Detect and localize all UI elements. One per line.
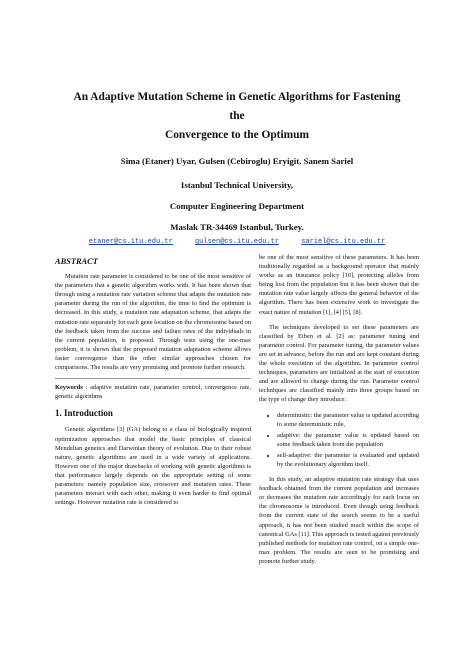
keywords-text: : adaptive mutation rate, parameter control, convergence rate, genetic algorithms bbox=[55, 384, 251, 401]
keywords-label: Keywords bbox=[55, 384, 83, 392]
control-types-list bbox=[259, 411, 419, 470]
email-link-2[interactable]: gulsen@cs.itu.edu.tr bbox=[194, 238, 279, 246]
right-column bbox=[259, 253, 419, 572]
author-names: Sima (Etaner) Uyar, Gulsen (Cebiroglu) Eryigit, Sanem Sariel bbox=[120, 156, 354, 166]
list-item-deterministic: • deterministic: the parameter value is updated according to some deterministic rule, bbox=[277, 411, 419, 429]
list-item-self-adaptive: • self-adaptive: the parameter is evaluated and updated by the evolutionary algorithm itself. bbox=[277, 451, 419, 469]
paper-title bbox=[70, 88, 404, 145]
abstract-text: Mutation rate parameter is considered to be one of the most sensitive of the parameters that a genetic algorithm works with. It has been shown that through using a mutation rate variation scheme that adapts the mutation rate parameter during the run of the algorithm, the time to find the optimum is decreased. In this study, a mutation rate adaptation scheme, that adapts the mutation rate separately for each gene location on the chromosome based on the feedback taken from the success and failure rates of the individuals in the current population, is proposed. Through tests using the one-max problem, it is shown that the proposed mutation adaptation scheme allows faster convergence than the other similar approaches chosen for comparisons. The results are very promising and promote further research. bbox=[55, 273, 251, 372]
introduction-text: Genetic algorithms [3] (GA) belong to a class of biologically inspired optimization approaches that model the basic principles of classical Mendelian genetics and Darwinian theory of evolution. Due to their robust nature, genetic algorithms are used in a wide variety of applications. However one of the major drawbacks of working with genetic algorithms is that performance largely depends on the appropriate setting of some parameters: namely population size, crossover and mutation rates. These parameters interact with each other, making it even harder to find optimal settings. However mutation rate is considered to bbox=[55, 426, 251, 507]
introduction-heading: 1. Introduction bbox=[55, 408, 113, 419]
left-column bbox=[55, 253, 251, 513]
keywords-divider bbox=[55, 378, 251, 379]
right-paragraph-2: The techniques developed to set these parameters are classified by Eiben et al. [2] as: parameter tuning and parameter control. For parameter tuning, the parameter values are set in advance, before the run and are kept constant during the whole execution of the algorithm. In parameter control techniques, parameters are initialized at the start of execution and are allowed to change during the run. Parameter control techniques are classified mainly into three groups based on the type of change they introduce: bbox=[259, 323, 419, 404]
abstract-heading: ABSTRACT bbox=[55, 257, 98, 266]
list-item-adaptive: • adaptive: the parameter value is updated based on some feedback taken from the population bbox=[277, 431, 419, 449]
right-paragraph-3: In this study, an adaptive mutation rate strategy that uses feedback obtained from the current population and increases or decreases the mutation rate accordingly for each locus on the chromosome is introduced. Even though using feedback from the current state of the search seems to be a useful approach, it has not been studied much within the scope of canonical GAs [11]. This approach is tested against previously published methods for mutation rate control, on a simple one-max problem. The results are seen to be promising and promote further study. bbox=[259, 476, 419, 565]
right-paragraph-1: be one of the most sensitive of these parameters. It has been traditionally regarded as a background operator that mainly works as an insurance policy [10], protecting alleles from being lost from the population but it has been shown that the mutation rate value largely affects the general behavior of the algorithm. There has been extensive work to investigate the exact nature of mutation [1], [4] [5], [8]. bbox=[259, 254, 419, 316]
affiliation-department: Computer Engineering Department bbox=[169, 201, 305, 211]
email-link-1[interactable]: etaner@cs.itu.edu.tr bbox=[88, 238, 173, 246]
email-link-3[interactable]: sariel@cs.itu.edu.tr bbox=[301, 238, 386, 246]
email-list bbox=[40, 237, 434, 247]
keywords bbox=[55, 383, 251, 401]
title-line-1: An Adaptive Mutation Scheme in Genetic Algorithms for Fastening the bbox=[73, 91, 401, 122]
affiliation-university: Istanbul Technical University, bbox=[180, 180, 294, 190]
affiliation-address: Maslak TR-34469 Istanbul, Turkey. bbox=[170, 222, 304, 232]
title-line-2: Convergence to the Optimum bbox=[165, 129, 309, 141]
